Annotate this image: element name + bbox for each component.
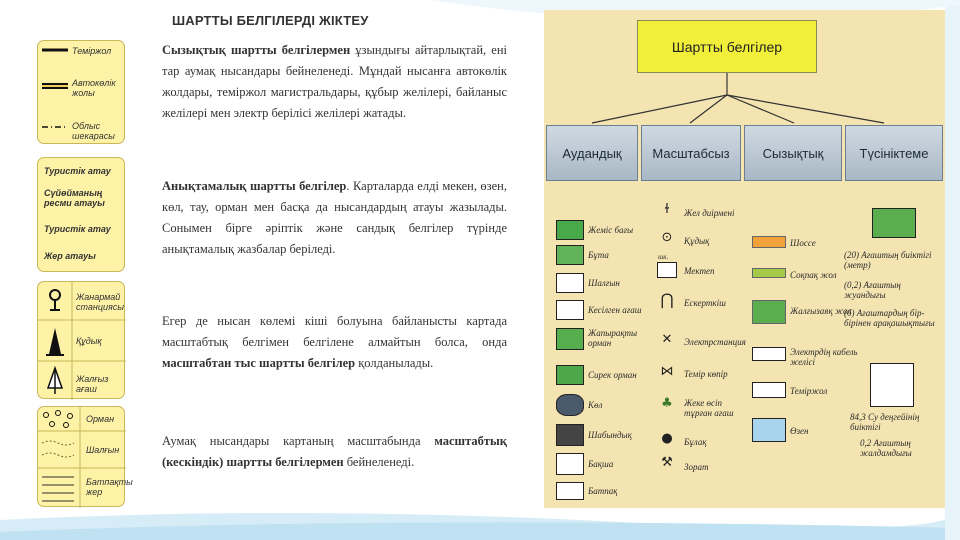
paragraph-areal — [162, 431, 507, 473]
spring-icon: ● — [661, 431, 673, 446]
garden-swatch — [556, 453, 584, 475]
legend-label: Жапырақты орман — [588, 328, 638, 348]
windmill-icon: ɫ — [664, 202, 670, 217]
legend-label: Кесілген ағаш — [588, 305, 642, 315]
paragraph-text: қолданылады. — [355, 356, 434, 370]
well-icon: ⊙ — [661, 230, 673, 245]
paragraph-text: Аумақ нысандары картаның масштабында — [162, 434, 435, 448]
legend-label: Жалғызаяқ жол — [790, 306, 852, 316]
legend-box-areal — [37, 406, 133, 507]
legend-label: Автокөлік жолы — [72, 78, 116, 98]
legend-label: Облыс шекарасы — [72, 121, 115, 141]
swamp-swatch — [556, 482, 584, 500]
category-areal: Аудандық — [546, 125, 638, 181]
category-offscale: Масштабсыз — [641, 125, 741, 181]
legend-label: (б) Ағаштардың бір-бірінен арақашықтығы — [844, 308, 935, 328]
legend-box-linear — [37, 40, 125, 144]
legend-label: Жер атауы — [44, 251, 96, 261]
orchard-swatch — [556, 220, 584, 240]
paragraph-reference — [162, 176, 507, 260]
legend-label: Мектеп — [684, 266, 715, 276]
hayfield-swatch — [556, 424, 584, 446]
legend-label: Бұта — [588, 250, 609, 260]
deciduous-forest-swatch — [556, 328, 584, 350]
paragraph-bold: Анықтамалық шартты белгілер — [162, 179, 347, 193]
legend-label: Жалғыз ағаш — [76, 374, 109, 394]
legend-label: 0,2 Ағаштың жалдамдығы — [860, 438, 912, 458]
path-swatch — [752, 268, 786, 278]
paragraph-bold: масштабтан тыс шартты белгілер — [162, 356, 356, 370]
legend-label: Көл — [588, 400, 603, 410]
legend-label: Жеке өсіп тұрған ағаш — [684, 398, 734, 418]
paragraph-bold: масштабтық (кескіндік) шартты белгілермен — [162, 434, 507, 469]
legend-label: (0,2) Ағаштың жуандығы — [844, 280, 901, 300]
legend-box-names — [37, 157, 125, 272]
felled-forest-swatch — [556, 300, 584, 320]
page-title: ШАРТТЫ БЕЛГІЛЕРДІ ЖІКТЕУ — [172, 13, 369, 28]
legend-label: Жанармай станциясы — [76, 292, 124, 312]
legend-label: Бұлақ — [684, 437, 707, 447]
legend-label: Шалғын — [86, 445, 120, 455]
legend-label: 84,3 Су деңгейінің биіктігі — [850, 412, 920, 432]
legend-label: Зорат — [684, 462, 709, 472]
legend-label: Теміржол — [72, 46, 112, 56]
legend-label: Құдық — [684, 236, 710, 246]
power-line-swatch — [752, 347, 786, 361]
legend-label: Шоссе — [790, 238, 816, 248]
forest-info-swatch — [872, 208, 916, 238]
legend-label: Сүйөйманың ресми атауы — [44, 188, 105, 208]
legend-label: Шалғын — [588, 278, 620, 288]
monument-icon: ⋂ — [660, 290, 674, 309]
school-icon — [657, 262, 677, 278]
legend-label: Шабындық — [588, 430, 632, 440]
mine-icon: ⚒ — [661, 455, 673, 470]
paragraph-text: . Карталарда елді мекен, өзен, көл, тау, орман мен басқа да нысандардың атауы жазылады. Сонымен бірге әріптік және сандық белгілер түрінде анықтамалық жазбалар беріледі. — [162, 179, 507, 256]
legend-label: Батпақ — [588, 486, 618, 496]
classification-diagram — [544, 10, 945, 508]
paragraph-offscale — [162, 311, 507, 374]
sparse-forest-swatch — [556, 365, 584, 385]
legend-label: Орман — [86, 414, 115, 424]
shrub-swatch — [556, 245, 584, 265]
diagram-root: Шартты белгілер — [637, 20, 817, 73]
legend-label: Туристік атау — [44, 166, 111, 176]
legend-label: Туристік атау — [44, 224, 111, 234]
legend-label: Батпақты жер — [86, 477, 133, 497]
paragraph-text: Егер де нысан көлемі кіші болуына байланысты картада масштабтық белгімен белгілене алмайтын болса, онда — [162, 314, 507, 349]
river-swatch — [752, 418, 786, 442]
paragraph-text: ұзындығы айтарлықтай, ені тар аумақ нысандары бейнеленеді. Мұндай нысанға автокөлік жолдары, теміржол магистральдары, құбыр желілері, байланыс желілері мен электр берілісі желілері жатады. — [162, 43, 507, 120]
category-explanatory: Түсініктеме — [845, 125, 943, 181]
paragraph-text: бейнеленеді. — [343, 455, 415, 469]
legend-label: Құдық — [76, 336, 102, 346]
legend-label: Жеміс бағы — [588, 225, 634, 235]
legend-label: Электрстанция — [684, 337, 746, 347]
power-station-icon: ✕ — [661, 332, 673, 347]
paragraph-linear — [162, 40, 507, 124]
legend-label: Электрдің кабель желісі — [790, 347, 858, 367]
iron-bridge-icon: ⋈ — [660, 364, 674, 379]
legend-label: Ескерткіш — [684, 298, 726, 308]
category-linear: Сызықтық — [744, 125, 842, 181]
legend-label: Соқпақ жол — [790, 270, 837, 280]
legend-label: Темір көпір — [684, 369, 728, 379]
single-tree-icon: ♣ — [661, 396, 673, 411]
lake-swatch — [556, 394, 584, 416]
highway-swatch — [752, 236, 786, 248]
meadow-swatch — [556, 273, 584, 293]
school-abbrev: шк. — [658, 253, 669, 261]
legend-label: Сирек орман — [588, 370, 637, 380]
legend-label: Бақша — [588, 459, 614, 469]
footpath-swatch — [752, 300, 786, 324]
paragraph-bold: Сызықтық шартты белгілермен — [162, 43, 351, 57]
legend-label: Өзен — [790, 426, 809, 436]
legend-label: Теміржол — [790, 386, 828, 396]
legend-box-offscale — [37, 281, 125, 399]
water-level-swatch — [870, 363, 914, 407]
legend-label: Жел диірмені — [684, 208, 735, 218]
railway-swatch — [752, 382, 786, 398]
legend-label: (20) Ағаштың биіктігі (метр) — [844, 250, 932, 270]
